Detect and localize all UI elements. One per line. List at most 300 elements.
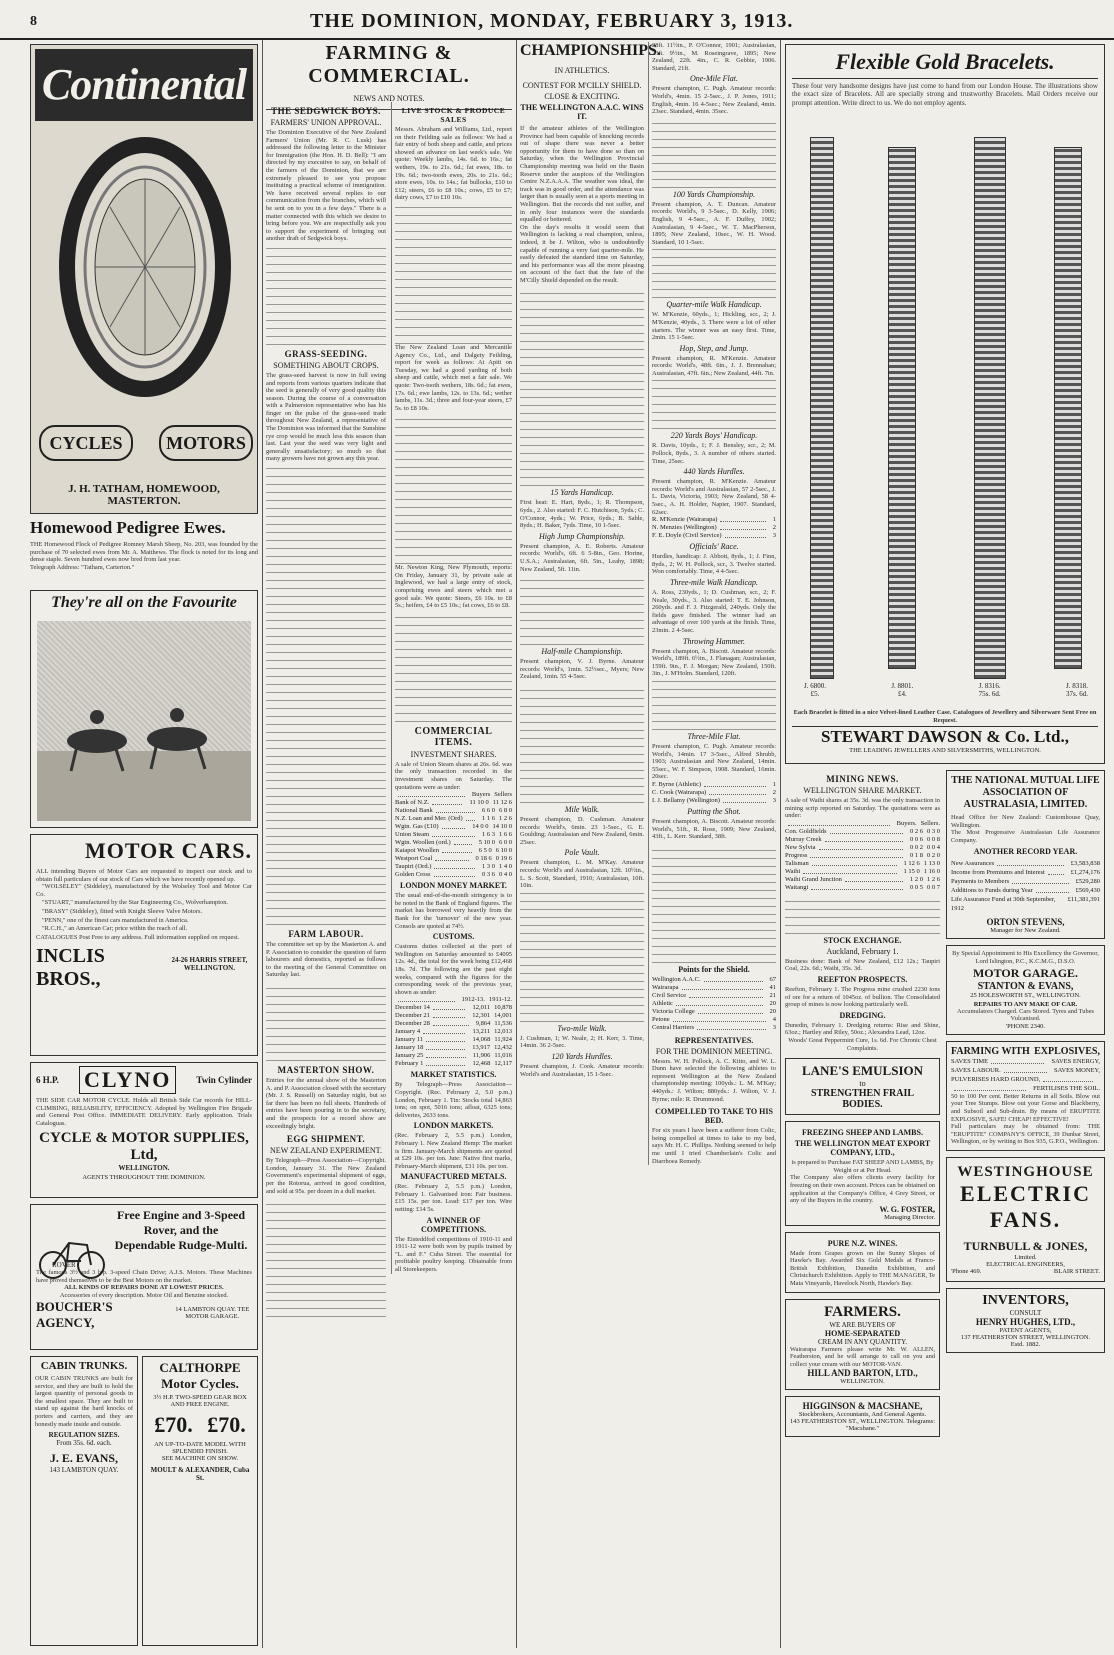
shares-table [395,791,512,879]
bracelet-code: J. 8316. [978,682,1001,690]
rover-advert [30,1204,258,1350]
ewes-advert [30,518,258,586]
livestock-body: Messrs. Abraham and Williams, Ltd., report on their Feilding sale as follows: We had a fair entry of both sheep and cattle, and prices showed an advance on last week's sale. We quote: Weekly lambs, 14s. 6d. to 16s.; fat wethers, 19s. to 21s. 6d.; fat ewes, 18s. to 19s. 6d.; two-tooth ewes, 20s. to 21s. 6d.; store ewes, 10s. to 14s.; fat bullocks, £10 to £12; steers, £6 to £8 10s.; cows, £5 to £7; dairy cows, £7 to £10 10s. [395,126,512,202]
table-cell: PULVERISES HARD GROUND, [951,1075,1041,1083]
table-cell: 1 1 6 [482,815,495,823]
table-cell: 4 [772,1015,776,1023]
table-row [395,996,512,1004]
table-cell: 0 4 0 [499,871,512,879]
table-cell: Wgtn. Gas (£10) [395,823,439,831]
bracelet-3 [974,137,1006,679]
athletics-close: CLOSE & EXCITING. [544,92,620,101]
bracelet-caption [891,682,913,698]
rover-dealer: BOUCHER'S AGENCY, [36,1299,113,1331]
explosives-benefits [951,1057,1100,1093]
table-cell: Con. Goldfields [785,827,827,835]
calthorpe-see: SEE MACHINE ON SHOW. [161,1455,239,1462]
representatives-subtitle: FOR THE DOMINION MEETING. [655,1046,773,1056]
london-markets-title: LONDON MARKETS. [413,1121,494,1131]
wines-advert [785,1232,940,1293]
leader-dots [825,836,903,842]
event-body: Present champion, A. Biscott. Amateur records: World's, 189ft. 6½in., J. Flanagan; Australasian, 159ft. 9in., F. J. Morgan; New Zealand, 150ft. 3in., J. M'Holm. Standard, 120ft. [652,647,776,678]
garage-address: 25 HOLESWORTH ST., WELLINGTON. [970,991,1081,999]
leader-dots [704,976,763,982]
leader-dots [720,516,765,522]
table-cell: F. E. Doyle (Civil Service) [652,532,722,540]
table-cell: N.Z. Loan and Mer. (Ord) [395,815,463,823]
table-cell: 1 4 0 [499,863,512,871]
table-cell: Waihi Grand Junction [785,875,842,883]
table-cell: Talisman [785,859,809,867]
garage-repairs: REPAIRS TO ANY MAKE OF CAR. [973,1000,1078,1008]
three-mile-results [652,781,776,805]
higginson-advert [785,1396,940,1437]
shares-title: INVESTMENT SHARES. [410,749,497,759]
leader-dots [1048,868,1064,875]
livestock-title: LIVE STOCK & PRODUCE SALES [401,106,506,124]
bracelets-firm: STEWART DAWSON & Co. Ltd., [792,726,1098,747]
body-text-continued [652,680,776,730]
explosives-body: 50 to 100 Per cent. Better Returns in all Soils. Blow out your Tree Stumps. Blow out your Gorse and Blackberry, and Subsoil and Sub-drain. By means of ERUPTITE EXPLOSIVE, SAFE! CHEAP! EFFECTIVE! [951,1092,1100,1123]
table-cell: January 25 [395,1052,424,1060]
farmers-body: Wairarapa Farmers please write Mr. W. ALLEN, Featherston, and he will arrange to call on you and collect your cream with our MOTOR-VAN. [790,1345,935,1368]
table-row [652,992,776,1000]
event-title: Two-mile Walk. [557,1023,607,1033]
table-cell: 12,468 [472,1060,491,1068]
shield-table [652,976,776,1032]
table-cell: 12,301 [472,1012,491,1020]
leader-dots [426,1044,465,1050]
table-row [785,844,940,852]
table-cell: 2 [772,788,776,796]
stock-exchange-subtitle: Auckland, February 1. [826,946,899,956]
table-cell: Victoria College [652,1007,695,1015]
turnbull-firm: TURNBULL & JONES, [963,1238,1088,1253]
money-body: The usual end-of-the-month stringency is to be noted in the Bank of England figures. The market has borrowed very heavily from the Bank for the 'turnover' of the new year. Consols are quoted at 74½. [395,892,512,930]
body-text-continued [652,843,776,963]
athletics-winner: THE WELLINGTON A.A.C. WINS IT. [520,103,644,121]
table-cell: SAVES TIME [951,1057,989,1065]
farmers-sub-1: WE ARE BUYERS OF [829,1320,896,1329]
table-cell: £1,274,176 [1070,869,1100,877]
rover-accessories: Accessories of every description. Motor Oil and Benzine stocked. [59,1291,229,1299]
cabin-trunks-body: OUR CABIN TRUNKS are built for service, and they are built to hold the largest quantity of personal goods in the smallest space. They are built to stand up against the hard knocks of porters and carriers, and they are honestly made inside and outside. [35,1375,133,1428]
column-rule [780,40,781,1648]
lanes-line-1: LANE'S EMULSION [802,1063,923,1079]
leader-dots [830,828,903,834]
table-cell: 14 0 0 [472,823,489,831]
table-cell: 0 0 6 [910,835,923,843]
bracelets-note: Each Bracelet is fitted in a nice Velvet-lined Leather Case. Catalogues of Jewellery and Silverware Sent Free on Request. [793,709,1097,724]
table-row [951,877,1100,886]
westinghouse-line-1: WESTINGHOUSE [957,1163,1094,1180]
body-text-continued [266,465,386,925]
table-cell: Taupiri (Ord.) [395,863,432,871]
table-row [785,820,940,828]
event-body: A. Ross, 230yds., 1; D. Cushman, scr., 2; F. Neale, 30yds., 3. Also started: T. E. Johnson, 260yds. and F. J. Fitzgerald, 240yds. Only the fields gave finished. The winner had an advantage of over 100 yards at the finish. Time, 23min. 2 4-5sec. [652,589,776,634]
leader-dots [723,797,766,803]
leader-dots [454,839,472,845]
table-cell: 6 0 0 [499,839,512,847]
event-title: 440 Yards Hurdles. [683,467,745,477]
table-row [395,1028,512,1036]
calthorpe-spec: 3½ H.P. TWO-SPEED GEAR BOX AND FREE ENGINE. [153,1394,247,1408]
table-cell: 3 [772,532,776,540]
table-cell: 12,011 [472,1004,491,1012]
event-body: Present champion, R. M'Kenzie. Amateur records: World's, 48ft. 6in., J. J. Brennahan; Australasian, 47ft. 6in.; New Zealand, 44ft. 7in. [652,354,776,377]
dredging-title: DREDGING. [839,1010,886,1020]
table-cell: 0 0 8 [927,835,940,843]
inventors-title: INVENTORS, [982,1292,1069,1308]
body-text-continued [395,612,512,722]
table-row [951,1075,1100,1084]
motors-label: MOTORS [159,425,253,461]
table-cell: 1 2 0 [910,875,923,883]
table-cell: 1911-12. [488,996,512,1004]
leader-dots [803,868,896,874]
bracelet-captions [804,682,1088,698]
freezing-body: is prepared to Purchase FAT SHEEP AND LAMBS, By Weight or at Per Head. [791,1159,934,1174]
motor-cars-dealer: INCLIS BROS., [36,945,105,991]
bracelets-advert [785,44,1105,764]
sedgwick-subtitle: FARMERS' UNION APPROVAL. [270,118,382,127]
table-cell: Progress [785,851,808,859]
tyre-illustration-icon [55,137,235,397]
farmers-city: WELLINGTON. [840,1378,885,1386]
leader-dots [1012,877,1068,884]
bracelet-code: J. 6800. [804,682,826,690]
table-cell: 0 3 6 [482,871,495,879]
motor-cars-catalogue: CATALOGUES Post Free to any address. Full information supplied on request. [36,933,240,941]
event-body: Present champion, V. J. Byrne. Amateur records: World's, 1min. 52½sec., Myers; New Zealand, 1min. 55 4-5sec. [520,658,644,681]
bracelet-caption [804,682,826,698]
table-row [395,1012,512,1020]
table-cell: 10,878 [494,1004,512,1012]
table-cell: SAVES ENERGY, [1051,1057,1100,1065]
table-cell: Waihi [785,867,801,875]
farmers-sub-2: HOME-SEPARATED [824,1328,901,1338]
calthorpe-note: AN UP-TO-DATE MODEL WITH SPLENDID FINISH. [154,1441,246,1455]
leader-dots [435,855,468,861]
table-cell: 1 3 0 [482,863,495,871]
farming-section [266,42,512,1646]
clyno-body: THE SIDE CAR MOTOR CYCLE. Holds all British Side Car records for HILL-CLIMBING, RELIABILITY, EFFICIENCY. Adopted by Wellington Fire Brigade and General Post Office. IMMEDIATE DELIVERY. Early application. Trials Cataloguas. [36,1097,252,1127]
table-cell: Life Assurance Fund at 30th September, 1912 [951,896,1056,913]
shares-intro: A sale of Union Steam shares at 26s. 6d. was the only transaction recorded in the investment shares on Saturday. The quotations were as under: [395,760,512,791]
chamberlain-body: For six years I have been a sufferer from Colic, being compelled at times to take to my bed, says Mr. H. C. Phillips. Nothing seemed to help me until I tried Chamberlain's Colic and Diarrhoea Remedy. [652,1127,776,1165]
body-text-continued [266,245,386,345]
table-cell: C. Cook (Wairarapa) [652,788,707,796]
leader-dots [436,807,475,813]
body-text-continued [395,204,512,344]
table-cell: December 28 [395,1020,430,1028]
turnbull-desc: ELECTRICAL ENGINEERS, [986,1260,1065,1268]
table-row [652,524,776,532]
leader-dots [432,831,475,837]
egg-body: By Telegraph—Press Association—Copyright. London, January 31. The New Zealand Government's experimental shipment of eggs, per the Rotorua, arrived in good condition, and sold at 95s. per dozen in a dull market. [266,1157,386,1195]
table-cell: 1 2 6 [927,875,940,883]
table-row [395,839,512,847]
event-body: Present champion, C. Pugh. Amateur records: World's, 14min. 17 3-5sec., Alfred Shrubb, 1903; Australasian and New Zealand, 14min. 55sec., W. F. Simpson, 1908. Standard, 16min. 20sec. [652,742,776,781]
garage-phone: 'PHONE 2340. [1005,1022,1046,1030]
leader-dots [442,823,466,829]
market-title: MARKET STATISTICS. [410,1070,497,1080]
table-cell: January 4 [395,1028,421,1036]
leader-dots [676,1000,763,1006]
leader-dots [673,1016,766,1022]
mutual-title: THE NATIONAL MUTUAL LIFE ASSOCIATION OF AUSTRALASIA, LIMITED. [951,775,1100,810]
table-cell: Kaiapoi Woollen [395,847,439,855]
table-cell: 12,432 [494,1044,512,1052]
competition-body: The Eisteddfod competitions of 1910-11 and 1911-12 were both won by pupils trained by "L. and F." Cuba Street. The essential for profitable poultry keeping. Obtainable from all Storekeepers. [395,1235,512,1274]
motor-cars-advert [30,834,258,1056]
newspaper-title: THE DOMINION, MONDAY, FEBRUARY 3, 1913. [310,10,794,32]
explosives-footer: Full particulars may be obtained from: THE "ERUPTITE" COMPANY'S OFFICE, 39 Dunbar Street, Wellington, or by writing to Box 935, G.P.O., Wellington. [951,1123,1100,1146]
event-body: First heat: E. Hart, 8yds., 1; R. Thompson, 6yds., 2. Also started: F. C. Hutchison, 5yds.; C. O'Connor, 4yds.; W. Price, 6yds.; B. Sable, 8yds.; H. Baker, 7yds. Time, 10 1-5sec. [520,499,644,530]
table-row [395,831,512,839]
table-cell: Sellers [494,791,512,799]
mutual-table [951,859,1100,913]
calthorpe-price: £70. [154,1412,193,1437]
right-adverts-column [946,770,1105,1646]
mining-table [785,820,940,892]
table-cell: Wairarapa [652,983,679,991]
garage-firm: STANTON & EVANS, [977,980,1074,992]
freezing-title: FREEZING SHEEP AND LAMBS. [802,1128,923,1138]
table-cell: January 18 [395,1044,424,1052]
table-row [951,868,1100,877]
motor-cars-intro: ALL intending Buyers of Motor Cars are requested to inspect our stock and to obtain full particulars of our stock of Cars which we have recently opened up. [36,868,252,883]
cabin-trunks-address: 143 LAMBTON QUAY. [49,1466,119,1475]
event-body: W. M'Kenzie, 60yds., 1; Hickling, scr., 2; J. M'Kenzie, 40yds., 3. There were a lot of other starters. The winner was an easy first. Time, 2min. 15 1-5sec. [652,311,776,342]
table-cell: 14 10 0 [492,823,512,831]
leader-dots [811,884,903,890]
event-body: Present champion, C. Pugh. Amateur records: World's, 4min. 15 2-5sec., J. P. Jones, 1911; English, 4min. 16 4-5sec.; New Zealand, 4min. 23sec. Standard, 4min. 35sec. [652,85,776,116]
leader-dots [426,1052,465,1058]
table-cell: 41 [769,983,776,991]
table-cell: SAVES LABOUR. [951,1066,1001,1074]
bracelets-headline: Flexible Gold Bracelets. [792,49,1098,79]
turnbull-street: BLAIR STREET. [1053,1267,1100,1275]
body-text-continued [266,981,386,1061]
table-cell: 11 12 6 [492,799,512,807]
egg-subtitle: NEW ZEALAND EXPERIMENT. [270,1146,382,1156]
grass-body: The grass-seed harvest is now in full swing and reports from various quarters indicate that the seed is generally of very good quality this season. During the course of a conversation with a Palmerston representative who has his finger on the pulse of the grass-seed trade throughout New Zealand, a representative of The Dominion was informed that the Sunshine rye crop would be much less this season than last. Last year the seed was very light and generally unsatisfactory; so much so that many growers have not grown any this year. [266,371,386,463]
leader-dots [845,876,903,882]
westinghouse-line-3: FANS. [989,1206,1062,1232]
motorcycle-icon [37,1215,107,1285]
bracelets-illustration [804,137,1088,707]
table-row [395,807,512,815]
table-row [785,828,940,836]
reefton-body: Reefton, February 1. The Progress mine crushed 2230 tons of ore for a return of 1045oz. of bullion. The Consolidated group of mines is now looking particularly well. [785,985,940,1009]
table-cell: SAVES MONEY, [1054,1066,1100,1074]
explosives-title-2: EXPLOSIVES, [1034,1045,1100,1057]
table-cell: 0 2 0 [927,851,940,859]
wines-title: PURE N.Z. WINES. [827,1238,898,1248]
table-cell: 0 3 0 [927,827,940,835]
calthorpe-advert [142,1356,258,1646]
event-title: 120 Yards Hurdles. [551,1051,613,1061]
competition-title: A WINNER OF COMPETITIONS. [420,1215,487,1234]
table-cell: 6 6 0 [482,807,495,815]
table-cell: Buyers [471,791,491,799]
inventors-advert [946,1288,1105,1353]
leader-dots [698,1008,763,1014]
motor-cars-dealer-row [36,945,252,991]
column-rule [262,40,263,1648]
table-cell: Civil Service [652,991,687,999]
list-item: "PENN," one of the finest cars manufactured in America. [42,916,189,924]
leader-dots [1043,1075,1093,1082]
leader-dots [426,1036,465,1042]
leader-dots [426,1060,465,1066]
continental-advert [30,44,258,514]
livestock-body-2: The New Zealand Loan and Mercantile Agency Co., Ltd., and Dalgety Feilding, report for week as follows: At Apiti on Tuesday, we had a good yarding of both sheep and cattle, which met a fair sale. We quote: Two-tooth wethers, 18s. 6d.; fat ewes, 17s. 6d.; ewe lambs, 12s. to 13s. 6d.; wether lambs, 11s. 3d.; three and four-year steers, £7 5s. to £8 10s. [395,343,512,412]
list-item: "BRASY" (Siddeley), fitted with Knight Sleeve Valve Motors. [42,907,203,915]
table-row [785,852,940,860]
table-cell: 6 8 0 [499,807,512,815]
favourite-headline: They're all on the Favourite [51,594,237,611]
clyno-brand: CLYNO [79,1066,176,1094]
table-row [395,1044,512,1052]
table-cell: Westport Coal [395,855,433,863]
event-title: Pole Vault. [564,848,600,858]
table-row [395,823,512,831]
egg-title: EGG SHIPMENT. [286,1134,366,1145]
event-body: J. Cushman, 1; W. Neale, 2; H. Kerr, 3. Time, 14min. 36 2-5sec. [520,1034,644,1050]
leader-dots [788,820,890,826]
bracelet-price: £4. [897,690,907,698]
table-cell: 1912-13. [461,996,485,1004]
table-row [395,1020,512,1028]
freezing-company: THE WELLINGTON MEAT EXPORT COMPANY, LTD., [794,1139,931,1158]
event-title: Three-Mile Flat. [687,731,741,741]
explosives-title-1: FARMING WITH [951,1045,1030,1057]
leader-dots [432,799,462,805]
clyno-dealer: CYCLE & MOTOR SUPPLIES, Ltd, [39,1130,249,1164]
farm-labour-title: FARM LABOUR. [288,929,364,940]
table-cell: December 21 [395,1012,430,1020]
cabin-trunks-dealer: J. E. EVANS, [49,1451,119,1466]
table-cell: 0 0 4 [927,843,940,851]
leader-dots [954,1084,1026,1091]
table-cell: New Assurances [951,860,995,868]
clyno-agents: AGENTS THROUGHOUT THE DOMINION. [82,1174,206,1182]
bracelets-firm-sub: THE LEADING JEWELLERS AND SILVERSMITHS, WELLINGTON. [849,747,1041,755]
event-title: 220 Yards Boys' Handicap. [670,431,758,441]
body-text-continued [652,379,776,429]
table-cell: 1 13 0 [923,859,940,867]
leader-dots [466,815,475,821]
table-cell: Petone [652,1015,670,1023]
table-cell: 1 [772,516,776,524]
leader-dots [682,984,763,990]
event-body: Present champion, A. Biscott. Amateur records: World's, 51ft., R. Rose, 1909; New Zealand, 43ft., L. Kerr. Standard, 38ft. [652,817,776,841]
leader-dots [997,859,1064,866]
event-body: Present champion, L. M. M'Kay. Amateur records: World's and Australasian, 12ft. 10½in., L. S. Scott, Standard, 1910; Australasian, 10ft. 10in. [520,859,644,890]
table-cell: 20 [769,1007,776,1015]
table-cell: 1 2 6 [499,815,512,823]
leader-dots [704,781,766,787]
leader-dots [725,532,766,538]
table-row [951,895,1100,913]
rover-label: ROVER [52,1261,76,1269]
event-title: High Jump Championship. [539,531,625,541]
leader-dots [689,992,762,998]
mining-subtitle: WELLINGTON SHARE MARKET. [803,786,922,795]
clyno-model: Twin Cylinder [196,1075,252,1085]
event-title: Throwing Hammer. [683,636,745,646]
dredging-body: Dunedin, February 1. Dredging returns: Rise and Shine, 63oz.; Hartley and Riley, 50oz.; Alexandra Lead, 12oz. [785,1021,940,1037]
body-text-continued [652,248,776,298]
table-cell: N. Menzies (Wellington) [652,524,717,532]
table-cell: 11,536 [494,1020,512,1028]
leader-dots [434,863,475,869]
farming-subhead: NEWS AND NOTES. [353,94,425,103]
table-cell: Murray Creek [785,835,822,843]
leader-dots [423,1028,465,1034]
horse-racing-icon [37,621,251,821]
table-cell: Sellers. [920,819,940,827]
table-cell: 11,924 [494,1036,512,1044]
ewes-footer: Telegraph Address: "Tatham, Carterton." [30,563,135,571]
event-title: 100 Yards Championship. [672,189,756,199]
table-cell: Central Harriers [652,1023,695,1031]
leader-dots [812,860,897,866]
table-cell: 1 15 0 [903,867,920,875]
cabin-trunks-sizes: REGULATION SIZES. [48,1431,120,1440]
table-cell: 14,001 [494,1012,512,1020]
table-cell: Wellington A.A.C. [652,975,701,983]
table-cell: 0 0 5 [910,883,923,891]
mutual-desc: The Most Progressive Australasian Life Assurance Company. [951,829,1100,844]
lanes-emulsion-advert [785,1058,940,1115]
inventors-desc: PATENT AGENTS, [999,1326,1052,1334]
shield-title: Points for the Shield. [678,964,750,974]
farmers-title: FARMERS. [824,1303,901,1320]
table-row [785,868,940,876]
farmers-advert [785,1299,940,1391]
mutual-manager-role: Manager for New Zealand. [990,927,1061,935]
leader-dots [433,1020,469,1026]
market-body: By Telegraph—Press Association—Copyright. (Rec. February 2, 5.0 p.m.) London, February 1. Tin: Stocks total 14,863 tons; on spot, 5016 tons; afloat, 6325 tons; deliveries, 2633 tons. [395,1081,512,1119]
calthorpe-headline-2: Motor Cycles. [161,1376,239,1391]
cabin-trunks-advert [30,1356,138,1646]
table-row [395,1060,512,1068]
ewes-body: THE Homewood Flock of Pedigree Romney Marsh Sheep, No. 203, was founded by the purchase of 70 selected ewes from Mr. A. Matthews. The flock is noted for its long and dense staple. Seven hundred ewes now bred from last year. [30,541,258,564]
favourite-advert [30,590,258,828]
body-text-continued [520,575,644,645]
table-row [395,799,512,807]
bracelet-price: £5. [810,690,820,698]
metals-title: MANUFACTURED METALS. [400,1172,507,1182]
table-cell: £3,583,838 [1070,860,1100,868]
sedgwick-body: The Dominion Executive of the New Zealand Farmers' Union (Mr. R. C. Lusk) has addressed the following letter to the Minister for Immigration (the Hon. H. D. Bell): "I am directed by my executive to say, on behalf of the farmers of the Dominion, that we are extremely pleased to see you propose instituting a practical scheme of immigration. We have received several replies to our communication from the branches, which will be sent on to you in a few days." There is a matter connected with this which we desire to bring before you. We are respectfully ask you to support the experiment of bringing out another draft of Sedgwick boys. [266,129,386,243]
customs-title: CUSTOMS. [432,932,475,942]
table-row [652,797,776,805]
event-body: Present champion, D. Cushman. Amateur records: World's, 6min. 23 1-5sec., G. E. Goulding; Australasian and New Zealand, 6min. 25sec. [520,816,644,846]
athletics-subhead: IN ATHLETICS. [554,66,610,75]
rover-headline-2: Rover, and the [143,1223,219,1237]
table-cell: December 14 [395,1004,430,1012]
event-body: R. Davis, 10yds., 1; F. J. Bensley, scr., 2; M. Pollock, 8yds., 3. A number of others started. Time, 25sec. [652,442,776,465]
table-cell: Bank of N.Z. [395,799,430,807]
athletics-headline: CHAMPIONSHIPS. [520,42,661,59]
garage-advert [946,945,1105,1034]
event-title: Mile Walk. [564,805,600,814]
table-row [395,1036,512,1044]
